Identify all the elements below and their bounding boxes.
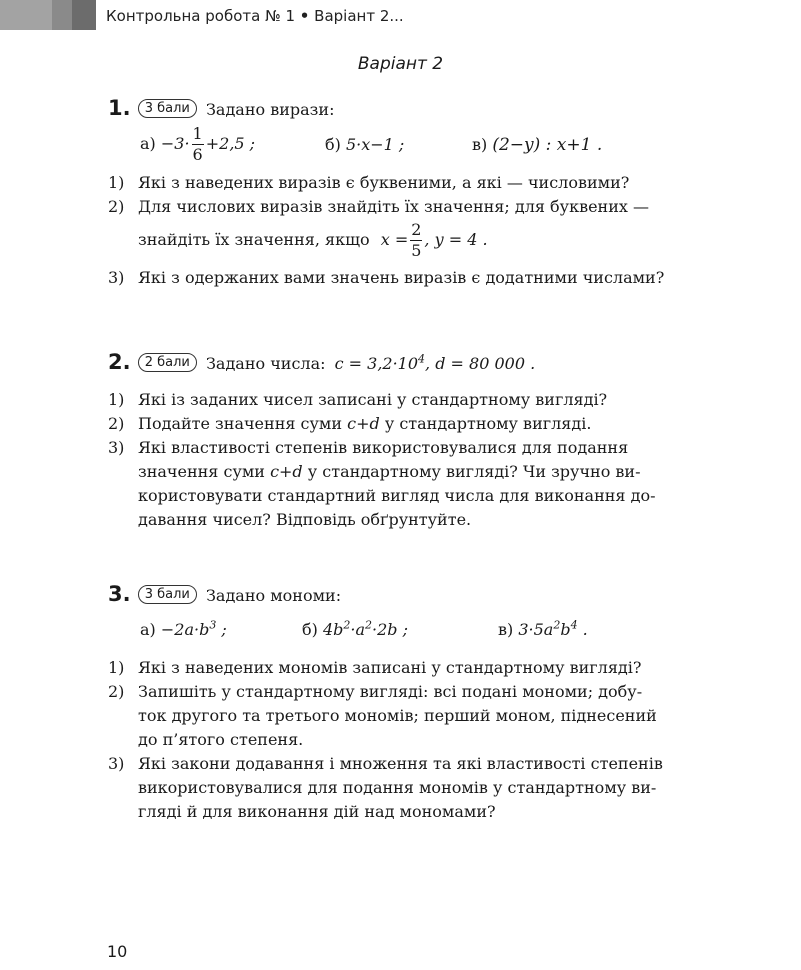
header-tab-block-1 [0,0,52,30]
monomial-a-text: −2a·b [160,620,210,639]
header-tab-block-3 [72,0,96,30]
question-number: 1) [108,173,125,192]
question-number: 1) [108,390,125,409]
variant-title: Варіант 2 [357,54,444,74]
task-3-intro: Задано мономи: [205,586,342,605]
task-3-number: 3. [108,582,131,606]
task-1-intro: Задано вирази: [205,100,335,119]
task-1-question-2 [108,197,649,216]
monomial-a-end: ; [216,620,227,639]
number-c: c = 3,2·10 [334,354,419,373]
monomial-c-e1: 2 [553,618,561,632]
question-text: Які із заданих чисел записані у стандартному вигляді? [138,390,608,409]
fraction-numerator: 2 [411,220,422,239]
monomial-b-t1: 4b [322,620,344,639]
question-text: використовувалися для подання мономів у стандартному ви- [138,778,657,797]
running-header [106,7,404,25]
question-text: Запишіть у стандартному вигляді: всі подані мономи; добу- [138,682,643,701]
task-1-question-3 [108,268,664,287]
number-c-exponent: 4 [418,352,426,366]
monomial-c-e2: 4 [570,618,578,632]
task-3-points-badge: 3 бали [138,585,197,604]
task-2-question-2 [108,414,591,433]
page-number: 10 [107,942,128,961]
fraction-denominator: 6 [192,145,203,164]
question-text: у стандартному вигляді? Чи зручно ви- [307,462,641,481]
task-3-question-2-line-3 [138,730,303,749]
expr-a-fraction [192,124,204,165]
task-1-number: 1. [108,96,131,120]
task-2-intro: Задано числа: [205,354,326,373]
question-text: Які з наведених виразів є буквеними, а які — числовими? [138,173,630,192]
number-d: , d = 80 000 . [425,354,536,373]
task-1-question-1 [108,173,629,192]
task-2-question-3 [108,438,628,457]
task-2-question-3-line-4 [138,510,471,529]
condition-y: , y = 4 . [424,230,488,249]
question-number: 2) [108,197,125,216]
monomial-a-label: а) [140,620,156,639]
question-number: 3) [108,268,125,287]
question-text: ток другого та третього мономів; перший моном, піднесений [138,706,657,725]
fraction-denominator: 5 [411,241,422,260]
task-1-expression-b [325,135,404,154]
task-2-question-3-line-3 [138,486,655,505]
task-3-monomial-c [498,620,588,639]
monomial-b-t2: ·a [350,620,366,639]
header-title: Контрольна робота № 1 [106,7,296,25]
question-text: гляді й для виконання дій над мономами? [138,802,496,821]
question-number: 3) [108,754,125,773]
task-2-question-1 [108,390,607,409]
expr-c-text: (2−y) : x+1 . [492,135,603,155]
task-3-question-3 [108,754,663,773]
question-text: Які закони додавання і множення та які властивості степенів [138,754,663,773]
task-1-question-2-cont [138,220,488,261]
monomial-b-t3: ·2b ; [372,620,408,639]
task-2-heading [108,350,535,374]
expr-c-label: в) [472,135,488,154]
question-text: до п’ятого степеня. [138,730,304,749]
question-text: Які властивості степенів використовувалися для подання [138,438,629,457]
task-2-points-badge: 2 бали [138,353,197,372]
fraction-numerator: 1 [192,124,203,143]
header-separator: • [299,7,310,25]
question-text: Які з одержаних вами значень виразів є додатними числами? [138,268,665,287]
monomial-c-label: в) [498,620,514,639]
monomial-b-e1: 2 [343,618,351,632]
question-text: у стандартному вигляді. [384,414,592,433]
header-subtitle: Варіант 2... [314,7,404,25]
monomial-c-t3: . [577,620,588,639]
question-number: 2) [108,414,125,433]
task-3-question-2-line-2 [138,706,657,725]
expr-a-pre: −3· [160,134,190,153]
question-number: 3) [108,438,125,457]
monomial-c-t2: b [560,620,571,639]
task-3-question-2 [108,682,642,701]
task-1-points-badge: 3 бали [138,99,197,118]
question-number: 1) [108,658,125,677]
question-number: 2) [108,682,125,701]
task-3-question-3-line-3 [138,802,496,821]
question-expr: c+d [347,414,380,433]
question-text: Подайте значення суми [138,414,343,433]
expr-b-label: б) [325,135,341,154]
question-expr: c+d [270,462,303,481]
question-text: користовувати стандартний вигляд числа для виконання до- [138,486,656,505]
task-3-monomial-a [140,620,227,639]
task-2-number: 2. [108,350,131,374]
question-text: Для числових виразів знайдіть їх значення; для буквених — [138,197,649,216]
monomial-b-e2: 2 [365,618,373,632]
task-3-heading [108,582,341,606]
task-2-question-3-line-2 [138,462,641,481]
monomial-a-exp: 3 [209,618,217,632]
question-text: значення суми [138,462,265,481]
condition-x: x = [380,230,409,249]
question-text: Які з наведених мономів записані у стандартному вигляді? [138,658,642,677]
monomial-b-label: б) [302,620,318,639]
task-3-question-3-line-2 [138,778,656,797]
question-text: давання чисел? Відповідь обґрунтуйте. [138,510,472,529]
task-1-expression-a [140,124,255,165]
expr-b-text: 5·x−1 ; [345,135,405,154]
header-tab-block-2 [52,0,72,30]
task-1-expression-c [472,135,602,155]
question-text: знайдіть їх значення, якщо [138,230,370,249]
task-3-question-1 [108,658,641,677]
task-3-monomial-b [302,620,408,639]
expr-a-post: +2,5 ; [205,134,256,153]
task-1-heading [108,96,334,120]
expr-a-label: а) [140,134,156,153]
monomial-c-t1: 3·5a [518,620,554,639]
condition-fraction [410,220,422,261]
